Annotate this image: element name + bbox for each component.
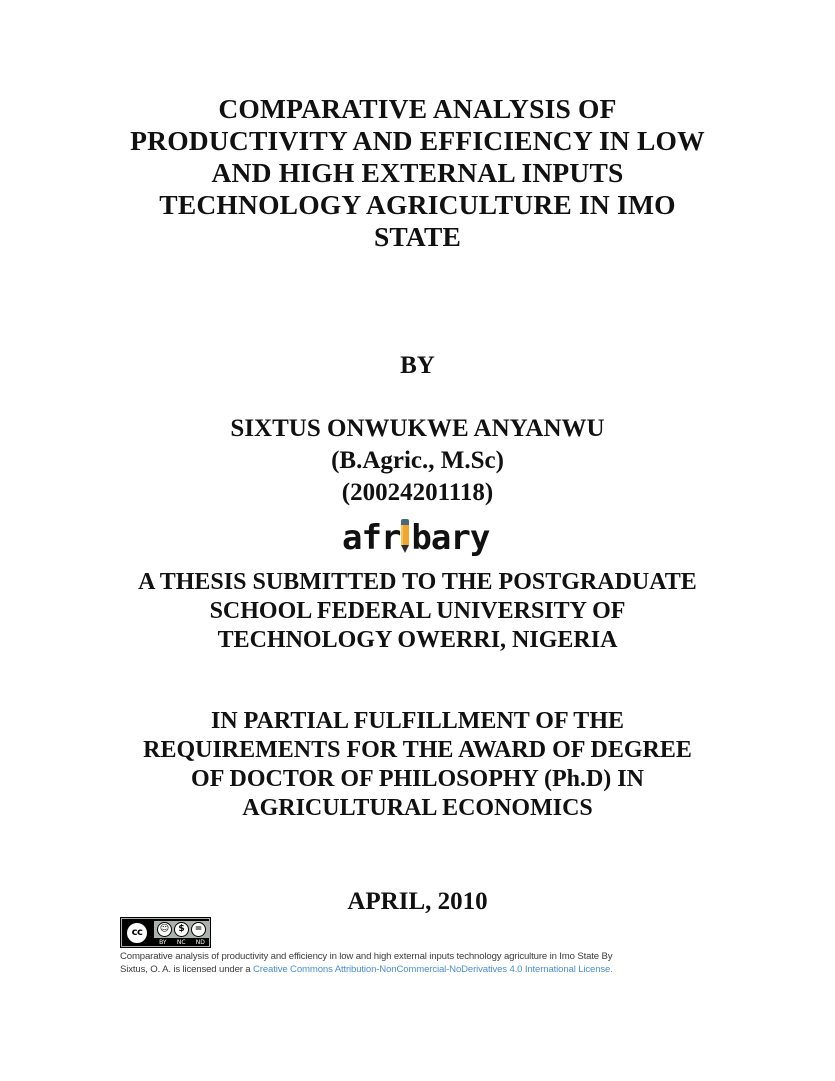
logo-text-end: bary bbox=[411, 518, 490, 558]
license-text-line2: Sixtus, O. A. is licensed under a Creative Commons Attribution-NonCommercial-NoDerivatives 4.0 International License. bbox=[120, 964, 613, 975]
nd-equals-icon: = bbox=[191, 922, 206, 937]
by-person-icon: ☺ bbox=[157, 922, 172, 937]
title-line: PRODUCTIVITY AND EFFICIENCY IN LOW bbox=[130, 125, 705, 156]
thesis-statement bbox=[0, 568, 835, 655]
afribary-logo bbox=[342, 518, 494, 562]
author-degrees: (B.Agric., M.Sc) bbox=[331, 447, 504, 474]
badge-label-nd: ND bbox=[195, 939, 205, 946]
pencil-icon bbox=[401, 519, 409, 553]
title-line: COMPARATIVE ANALYSIS OF bbox=[218, 93, 617, 124]
cc-license-link[interactable]: Creative Commons Attribution-NonCommercial-NoDerivatives 4.0 International License. bbox=[253, 964, 613, 975]
thesis-line: A THESIS SUBMITTED TO THE POSTGRADUATE bbox=[138, 569, 697, 595]
cc-icon: cc bbox=[125, 921, 149, 945]
fulfillment-line: IN PARTIAL FULFILLMENT OF THE bbox=[210, 708, 624, 734]
nc-dollar-icon: $ bbox=[174, 922, 189, 937]
license-notice bbox=[120, 950, 720, 976]
license-text-line1: Comparative analysis of productivity and efficiency in low and high external inputs technology agriculture in Imo State By bbox=[120, 951, 613, 962]
fulfillment-statement bbox=[0, 707, 835, 823]
badge-label-by: BY bbox=[159, 939, 167, 946]
badge-label-nc: NC bbox=[176, 939, 186, 946]
thesis-line: SCHOOL FEDERAL UNIVERSITY OF bbox=[209, 598, 626, 624]
cc-license-badge[interactable] bbox=[120, 917, 211, 948]
author-reg-number: (20024201118) bbox=[341, 479, 494, 506]
submission-date: APRIL, 2010 bbox=[347, 888, 488, 915]
fulfillment-line: OF DOCTOR OF PHILOSOPHY (Ph.D) IN bbox=[191, 766, 644, 792]
title-line: STATE bbox=[373, 221, 462, 252]
author-info bbox=[0, 413, 835, 509]
thesis-title bbox=[0, 93, 835, 253]
by-label: BY bbox=[400, 352, 435, 379]
title-line: AND HIGH EXTERNAL INPUTS bbox=[211, 157, 624, 188]
fulfillment-line: REQUIREMENTS FOR THE AWARD OF DEGREE bbox=[143, 737, 692, 763]
thesis-line: TECHNOLOGY OWERRI, NIGERIA bbox=[217, 627, 618, 653]
fulfillment-line: AGRICULTURAL ECONOMICS bbox=[242, 795, 593, 821]
logo-text-start: afr bbox=[342, 518, 401, 558]
author-name: SIXTUS ONWUKWE ANYANWU bbox=[230, 415, 605, 442]
title-line: TECHNOLOGY AGRICULTURE IN IMO bbox=[159, 189, 676, 220]
